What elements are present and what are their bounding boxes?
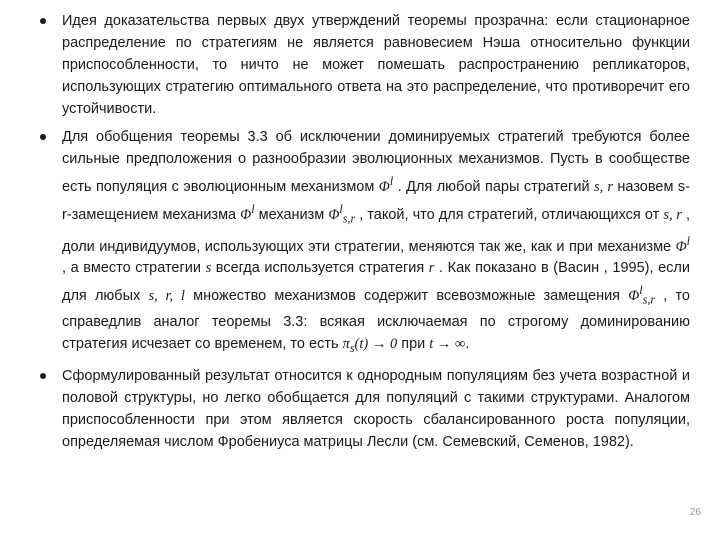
bullet-item bbox=[40, 126, 690, 359]
math-superscript: l bbox=[686, 233, 690, 248]
math-symbol: s, r, l bbox=[148, 288, 185, 305]
math-subscript: s,r bbox=[342, 211, 356, 226]
text-run: . Для любой пары стратегий bbox=[393, 178, 594, 195]
math-symbol: Φ bbox=[328, 206, 340, 223]
text-run: при bbox=[397, 336, 430, 353]
math-superscript: l bbox=[339, 201, 343, 216]
math-symbol: t → ∞ bbox=[429, 336, 466, 353]
text-run: Идея доказательства первых двух утверждений теоремы прозрачна: если стационарное распределение по стратегиям не является равновесием Нэша относительно функции приспособленности, то ничто не может помешать распространению репликаторов, использующих стратегию оптимального ответа на это распределение, что противоречит его устойчивости. bbox=[62, 13, 690, 117]
math-symbol: π bbox=[342, 336, 350, 353]
bullet-item bbox=[40, 365, 690, 453]
text-run: , то справедлив аналог теоремы 3.3: всякая исключаемая по строгому доминированию стратегия исчезает со временем, то есть bbox=[62, 288, 690, 353]
math-superscript: l bbox=[251, 201, 255, 216]
bullet-dot-icon bbox=[40, 18, 46, 24]
math-subscript: s bbox=[349, 340, 355, 355]
text-run: Сформулированный результат относится к однородным популяциям без учета возрастной и половой структуры, но легко обобщается для популяций с такими структурами. Аналогом приспособленности при этом является скорость сбалансированного роста популяции, определяемая числом Фробениуса матрицы Лесли (см. Семевский, Семенов, 1982). bbox=[62, 367, 690, 450]
text-run: , а вместо стратегии bbox=[62, 260, 206, 277]
math-symbol: Φ bbox=[628, 288, 640, 305]
bullet-dot-icon bbox=[40, 134, 46, 140]
math-superscript: l bbox=[639, 283, 643, 298]
math-symbol: Φ bbox=[675, 238, 687, 255]
text-run: . bbox=[465, 336, 470, 353]
text-run: множество механизмов содержит всевозможные замещения bbox=[184, 288, 629, 305]
math-symbol: (t) → 0 bbox=[354, 336, 398, 353]
text-run: назовем s-r-замещением механизма bbox=[62, 178, 690, 223]
text-run: всегда используется стратегия bbox=[211, 260, 429, 277]
text-run: . Как показано в (Васин , 1995), если для любых bbox=[62, 260, 690, 305]
bullet-dot-icon bbox=[40, 373, 46, 379]
math-symbol: Φ bbox=[240, 206, 252, 223]
math-symbol: s, r bbox=[594, 178, 613, 195]
math-symbol: Φ bbox=[378, 178, 390, 195]
math-symbol: s, r bbox=[663, 206, 682, 223]
text-run: механизм bbox=[254, 206, 329, 223]
page-number: 26 bbox=[689, 507, 701, 518]
bullet-list bbox=[40, 10, 690, 459]
bullet-item bbox=[40, 10, 690, 120]
text-run: , доли индивидуумов, использующих эти стратегии, меняются так же, как и при механизме bbox=[62, 206, 690, 255]
text-run: , такой, что для стратегий, отличающихся от bbox=[355, 206, 664, 223]
math-superscript: l bbox=[389, 174, 394, 188]
text-run: Для обобщения теоремы 3.3 об исключении доминируемых стратегий требуются более сильные предположения о разнообразии эволюционных механизмов. Пусть в сообществе есть популяция с эволюционным механизмом bbox=[62, 129, 690, 195]
math-symbol: r bbox=[428, 260, 435, 277]
math-symbol: s bbox=[205, 260, 212, 277]
math-subscript: s,r bbox=[642, 293, 656, 308]
